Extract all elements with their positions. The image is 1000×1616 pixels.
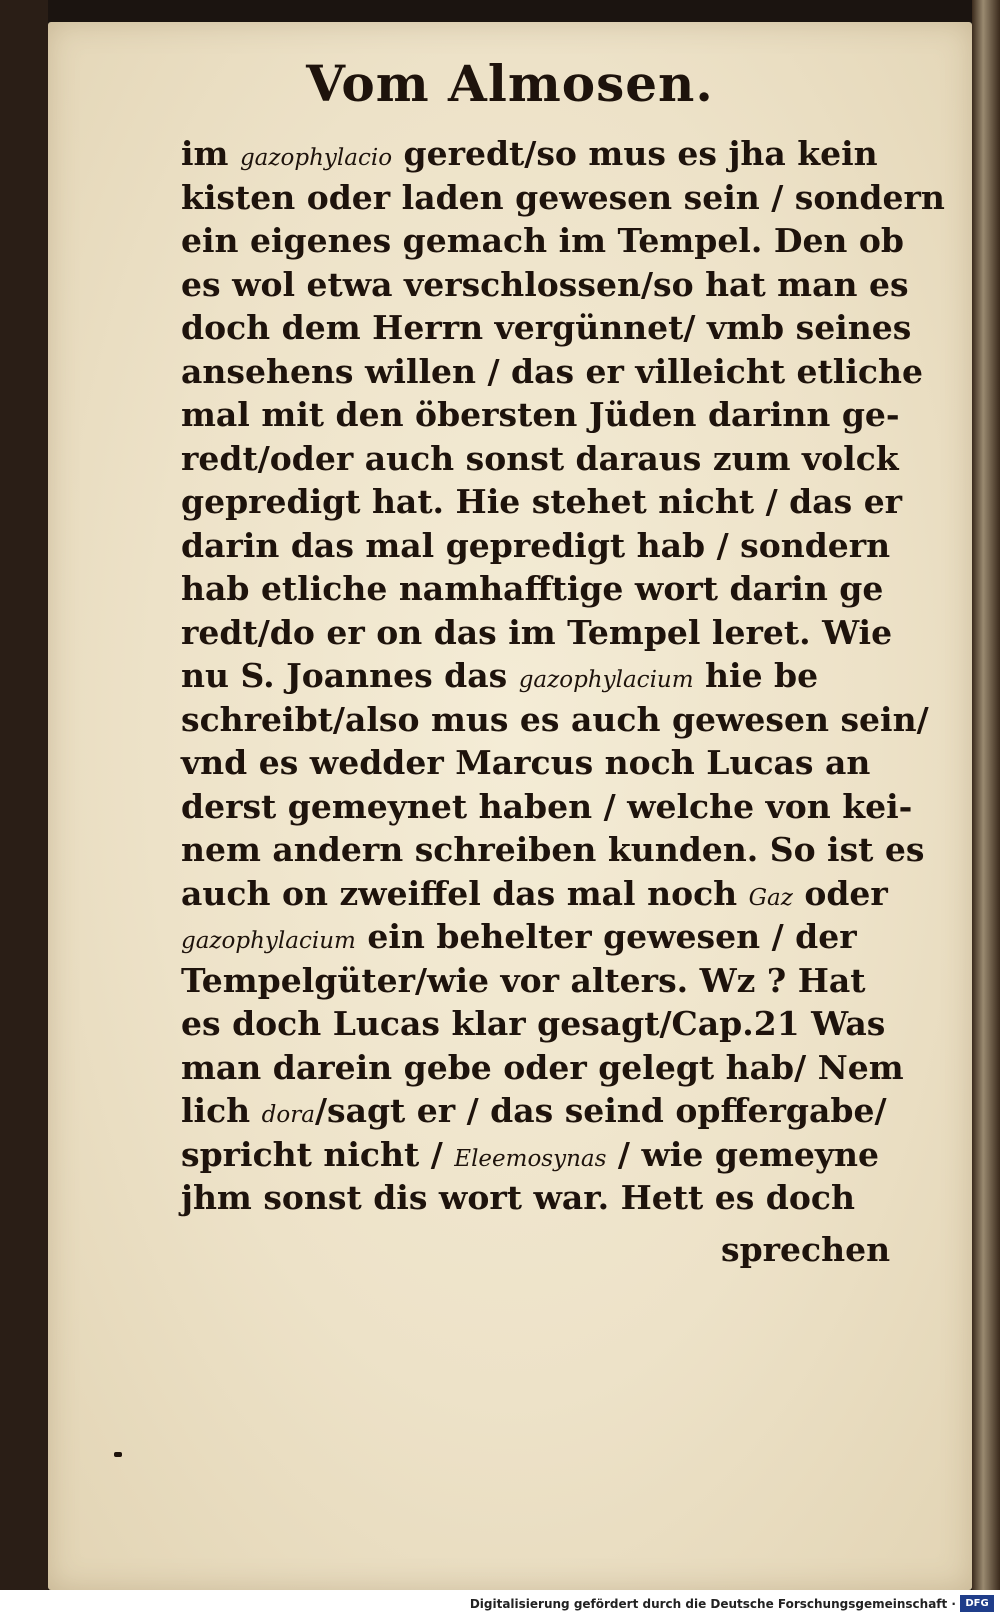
text-segment: gepredigt hat. Hie stehet nicht / das er (181, 482, 903, 521)
text-segment: spricht nicht / (181, 1134, 455, 1174)
text-line (181, 741, 881, 785)
text-line (181, 437, 899, 481)
text-segment: kisten oder laden gewesen sein / sondern (181, 177, 945, 217)
text-line (181, 959, 881, 1003)
text-line (181, 654, 881, 698)
text-segment: es wol etwa verschlossen/so hat man es (181, 264, 909, 304)
text-block (181, 132, 945, 1220)
text-segment: doch dem Herrn vergünnet/ vmb seines (181, 308, 912, 347)
text-line (181, 219, 905, 263)
footer-bar (0, 1590, 1000, 1616)
text-segment: nu S. Joannes das (181, 656, 519, 695)
text-segment: darin das mal gepredigt hab / sondern (181, 525, 891, 565)
book-edge-right (972, 0, 1000, 1616)
text-segment: derst gemeynet haben / welche von kei- (181, 786, 913, 826)
text-segment: redt/oder auch sonst daraus zum volck (181, 438, 899, 478)
text-segment: oder (792, 873, 888, 913)
latin-word: gazophylacium (518, 667, 694, 693)
text-segment: /sagt er / das seind opffergabe/ (314, 1091, 887, 1130)
text-line (181, 350, 923, 394)
text-line (181, 915, 881, 959)
catchword: sprechen (721, 1230, 891, 1269)
text-line (181, 611, 893, 655)
text-segment: hie be (693, 656, 819, 695)
text-segment: ansehens willen / das er villeicht etliche (181, 351, 923, 391)
text-segment: geredt/so mus es jha kein (392, 134, 878, 173)
text-segment: es doch Lucas klar gesagt/Cap.21 Was (181, 1004, 886, 1043)
text-line (181, 567, 884, 611)
dfg-logo: DFG (960, 1595, 994, 1612)
text-segment: auch on zweiffel das mal noch (181, 873, 749, 913)
text-line (181, 1089, 887, 1133)
latin-word: gazophylacium (181, 928, 356, 954)
text-segment: / wie gemeyne (606, 1134, 880, 1174)
text-segment: nem andern schreiben kunden. So ist es (181, 830, 925, 869)
text-segment: schreibt/also mus es auch gewesen sein/ (181, 699, 929, 739)
text-segment: hab etliche namhafftige wort darin ge (181, 569, 884, 608)
text-line (181, 1002, 886, 1046)
text-line (181, 132, 881, 176)
text-segment: man darein gebe oder gelegt hab/ Nem (181, 1047, 904, 1087)
text-line (181, 1133, 881, 1177)
text-segment: lich (181, 1091, 262, 1130)
text-segment: ein behelter gewesen / der (355, 917, 857, 956)
text-line (181, 1046, 904, 1090)
margin-mark (114, 1452, 122, 1457)
text-line (181, 785, 913, 829)
text-segment: ein eigenes gemach im Tempel. Den ob (181, 221, 905, 260)
latin-word: Gaz (748, 884, 793, 911)
text-line (181, 828, 925, 872)
text-line (181, 263, 909, 307)
running-head: Vom Almosen. (306, 54, 714, 113)
text-segment: jhm sonst dis wort war. Hett es doch (181, 1178, 855, 1217)
text-segment: vnd es wedder Marcus noch Lucas an (181, 743, 871, 782)
text-line (181, 1176, 881, 1220)
text-line (181, 176, 945, 220)
text-line (181, 524, 891, 568)
text-segment: mal mit den öbersten Jüden darinn ge- (181, 395, 900, 434)
text-line (181, 698, 929, 742)
latin-word: gazophylacio (239, 145, 393, 171)
footer-credit: Digitalisierung gefördert durch die Deutsche Forschungsgemeinschaft · (469, 1597, 956, 1611)
latin-word: dora (261, 1102, 315, 1128)
text-segment: redt/do er on das im Tempel leret. Wie (181, 612, 893, 652)
book-page (48, 22, 972, 1590)
book-edge-left (0, 0, 48, 1616)
text-line (181, 872, 888, 916)
text-line (181, 306, 912, 350)
text-line (181, 393, 900, 437)
latin-word: Eleemosynas (454, 1145, 607, 1172)
text-segment: Tempelgüter/wie vor alters. Wz ? Hat (181, 960, 866, 1000)
text-segment: im (181, 134, 240, 173)
text-line (181, 480, 903, 524)
